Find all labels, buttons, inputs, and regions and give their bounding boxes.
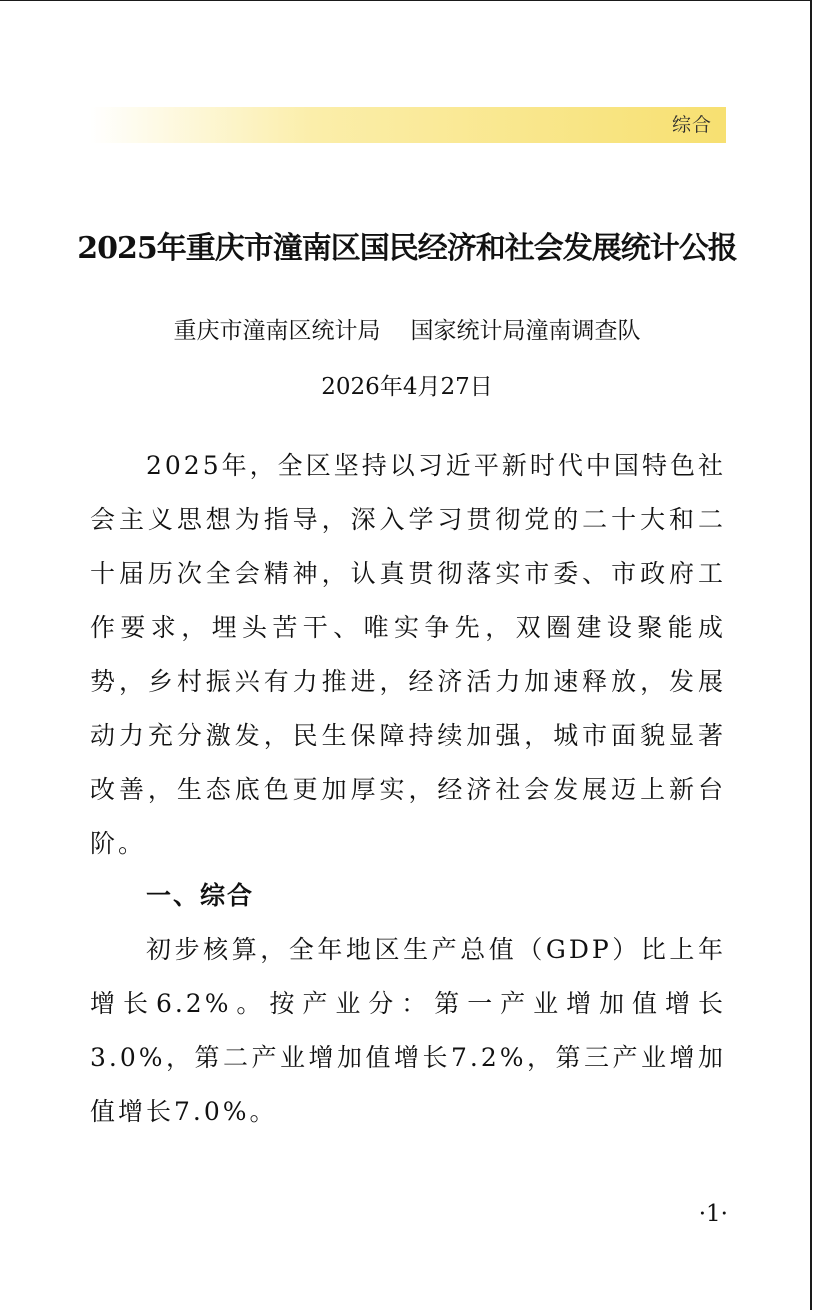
- gdp-paragraph: 初步核算，全年地区生产总值（GDP）比上年增长6.2%。按产业分：第一产业增加值增长3.0%，第二产业增加值增长7.2%，第三产业增加值增长7.0%。: [90, 935, 726, 1126]
- publish-date: 2026年4月27日: [321, 374, 493, 400]
- section-tag: 综合: [671, 114, 712, 136]
- authors-line: [40, 311, 774, 351]
- author-primary: 重庆市潼南区统计局: [173, 318, 381, 344]
- document-title: 2025年重庆市潼南区国民经济和社会发展统计公报: [77, 231, 737, 266]
- intro-paragraph: 2025年，全区坚持以习近平新时代中国特色社会主义思想为指导，深入学习贯彻党的二十大和二十届历次全会精神，认真贯彻落实市委、市政府工作要求，埋头苦干、唯实争先，双圈建设聚能成势，乡村振兴有力推进，经济活力加速释放，发展动力充分激发，民生保障持续加强，城市面貌显著改善，生态底色更加厚实，经济社会发展迈上新台阶。: [90, 451, 726, 858]
- section-banner: [90, 107, 726, 143]
- section-heading: 一、综合: [146, 881, 255, 910]
- author-secondary: 国家统计局潼南调查队: [410, 318, 641, 344]
- page-number: ·1·: [698, 1201, 728, 1227]
